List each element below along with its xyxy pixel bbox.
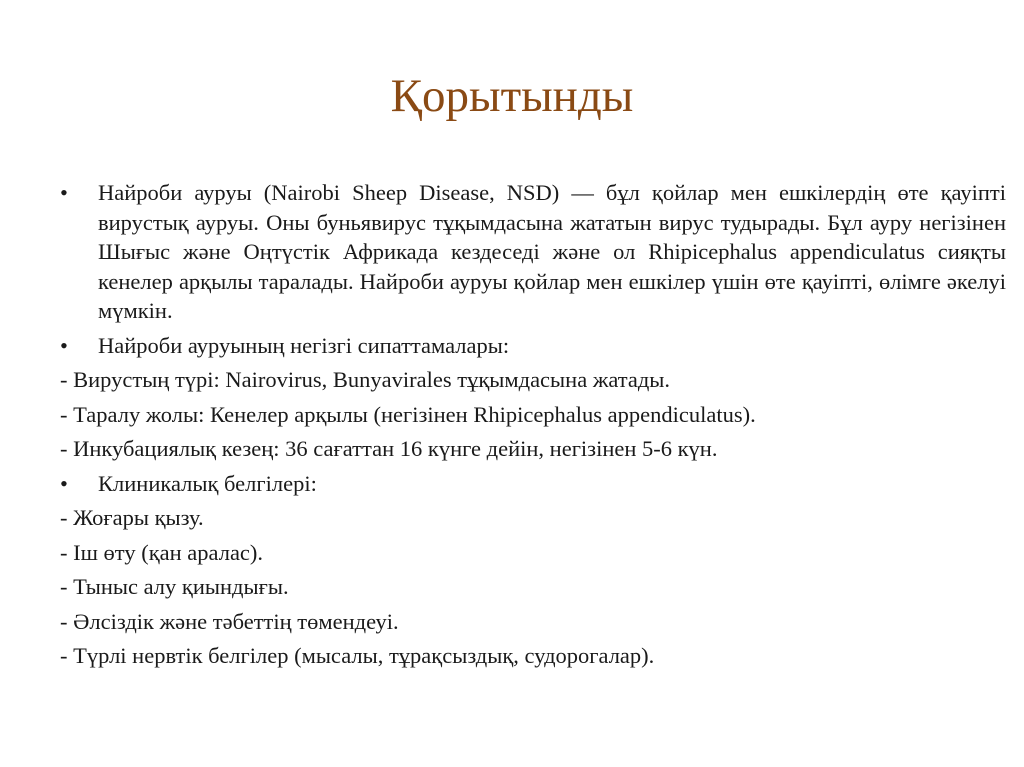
list-item-nervous-signs: - Түрлі нервтік белгілер (мысалы, тұрақсыздық, судорогалар). [60, 643, 655, 668]
slide-content [60, 178, 1006, 676]
list-item-virus-type: - Вирустың түрі: Nairovirus, Bunyavirales тұқымдасына жатады. [60, 367, 671, 392]
bullet-text: Клиникалық белгілері: [98, 470, 317, 496]
bullet-glyph: • [60, 332, 68, 358]
bullet-glyph: • [60, 180, 68, 205]
list-item-weakness: - Әлсіздік және тәбеттің төмендеуі. [60, 608, 399, 634]
list-item-incubation: - Инкубациялық кезең: 36 сағаттан 16 күнге дейін, негізінен 5-6 күн. [60, 436, 718, 461]
bullet-text: Найроби ауруының негізгі сипаттамалары: [98, 332, 510, 358]
list-item-breathing: - Тыныс алу қиындығы. [60, 574, 289, 599]
bullet-text: Найроби ауруы (Nairobi Sheep Disease, NSD) — бұл қойлар мен ешкілердің өте қауіпті вирустық ауруы. Оны буньявирус тұқымдасына жататын вирус тудырады. Бұл ауру негізінен Шығыс және Оңтүстік Африкада кездеседі және ол Rhipicephalus appendiculatus сияқты кенелер арқылы таралады. Найроби ауруы қойлар мен ешкілер үшін өте қауіпті, өлімге әкелуі мүмкін. [98, 180, 1006, 323]
bullet-item-intro [60, 178, 1006, 326]
bullet-glyph: • [60, 470, 68, 496]
slide-title: Қорытынды [390, 70, 634, 122]
bullet-item-clinical-signs [60, 469, 1006, 499]
list-item-transmission: - Таралу жолы: Кенелер арқылы (негізінен Rhipicephalus appendiculatus). [60, 401, 756, 427]
list-item-fever: - Жоғары қызу. [60, 505, 204, 530]
bullet-item-characteristics [60, 331, 1006, 361]
list-item-diarrhea: - Іш өту (қан аралас). [60, 539, 264, 565]
